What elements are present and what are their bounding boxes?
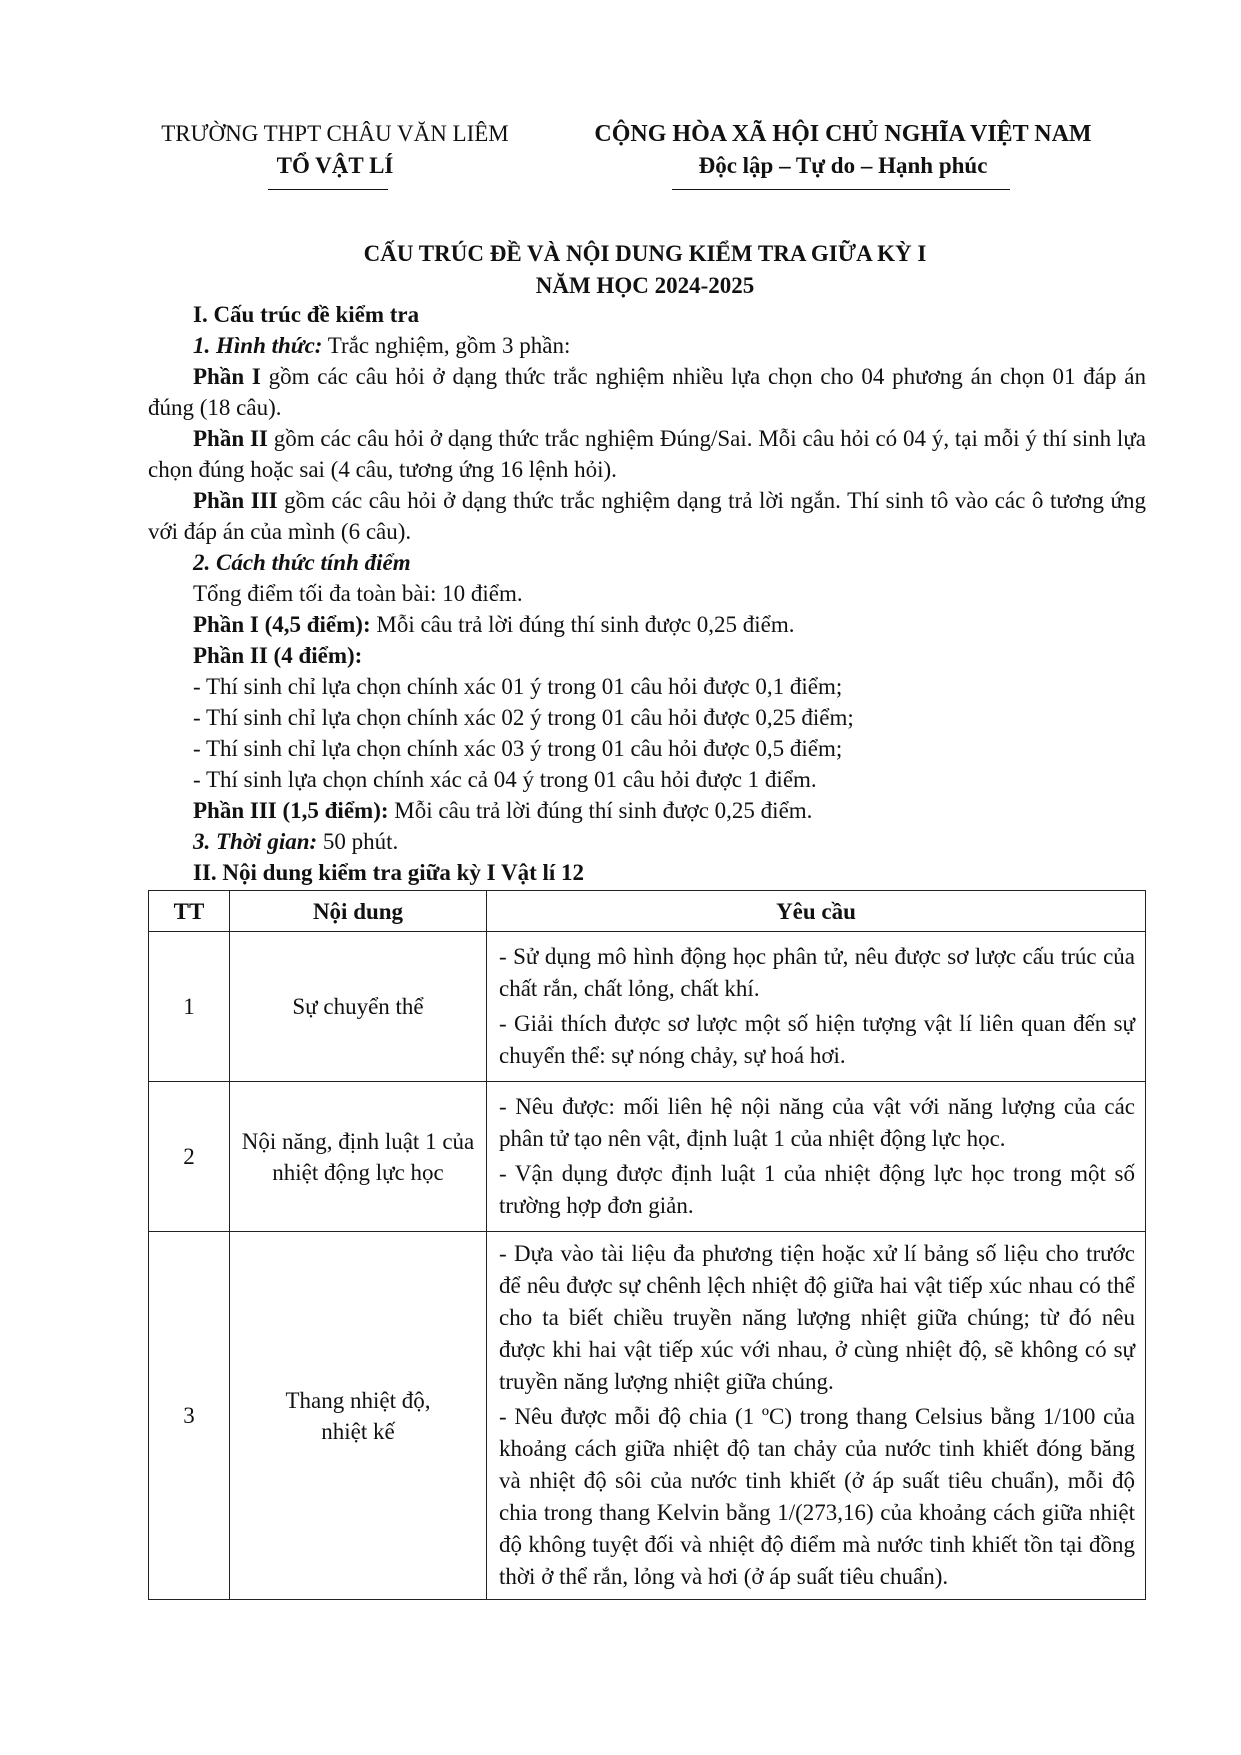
score-part3-label: Phần III (1,5 điểm): xyxy=(193,798,389,823)
table-row xyxy=(149,932,1146,1082)
time-text: 50 phút. xyxy=(317,829,399,854)
part2-paragraph xyxy=(148,423,1146,485)
form-paragraph xyxy=(148,330,1146,361)
nation-name: CỘNG HÒA XÃ HỘI CHỦ NGHĨA VIỆT NAM xyxy=(594,121,1092,147)
part1-text: gồm các câu hỏi ở dạng thức trắc nghiệm nhiều lựa chọn cho 04 phương án chọn 01 đáp án đúng (18 câu). xyxy=(148,364,1146,420)
requirement-item: - Vận dụng được định luật 1 của nhiệt động lực học trong một số trường hợp đơn giản. xyxy=(499,1161,1135,1218)
score-part2-item: - Thí sinh chỉ lựa chọn chính xác 01 ý trong 01 câu hỏi được 0,1 điểm; xyxy=(193,674,843,699)
motto-underline xyxy=(672,189,1010,190)
row-requirements xyxy=(487,932,1146,1082)
school-name: TRƯỜNG THPT CHÂU VĂN LIÊM xyxy=(161,121,509,146)
header-tt: TT xyxy=(149,891,230,932)
score-part2-label: Phần II (4 điểm): xyxy=(193,643,363,668)
score-part3 xyxy=(148,795,1146,826)
part2-text: gồm các câu hỏi ở dạng thức trắc nghiệm Đúng/Sai. Mỗi câu hỏi có 04 ý, tại mỗi ý thí sinh lựa chọn đúng hoặc sai (4 câu, tương ứng 16 lệnh hỏi). xyxy=(148,426,1146,482)
part1-paragraph xyxy=(148,361,1146,423)
part3-paragraph xyxy=(148,485,1146,547)
table-row xyxy=(149,1232,1146,1600)
row-number: 2 xyxy=(149,1082,230,1232)
content-table xyxy=(148,890,1146,1600)
score-part3-text: Mỗi câu trả lời đúng thí sinh được 0,25 điểm. xyxy=(388,798,813,823)
time-paragraph xyxy=(148,826,1146,857)
section-2-heading: II. Nội dung kiểm tra giữa kỳ I Vật lí 12 xyxy=(193,860,585,885)
form-label: 1. Hình thức: xyxy=(193,333,323,358)
part3-text: gồm các câu hỏi ở dạng thức trắc nghiệm dạng trả lời ngắn. Thí sinh tô vào các ô tương ứng với đáp án của mình (6 câu). xyxy=(148,488,1146,544)
header-content: Nội dung xyxy=(230,891,487,932)
requirement-item: - Giải thích được sơ lược một số hiện tượng vật lí liên quan đến sự chuyển thể: sự nóng chảy, sự hoá hơi. xyxy=(499,1011,1135,1068)
score-part1-label: Phần I (4,5 điểm): xyxy=(193,612,371,637)
row-content-text: Nội năng, định luật 1 của nhiệt động lực học xyxy=(241,1128,475,1185)
requirement-item: - Nêu được: mối liên hệ nội năng của vật với năng lượng của các phân tử tạo nên vật, định luật 1 của nhiệt động lực học. xyxy=(499,1094,1135,1151)
requirement-item: - Dựa vào tài liệu đa phương tiện hoặc xử lí bảng số liệu cho trước để nêu được sự chênh lệch nhiệt độ giữa hai vật tiếp xúc nhau có thể cho ta biết chiều truyền năng lượng nhiệt giữa chúng; từ đó nêu được khi hai vật tiếp xúc với nhau, ở cùng nhiệt độ, sẽ không có sự truyền năng lượng nhiệt giữa chúng. xyxy=(499,1241,1135,1394)
row-content xyxy=(230,1232,487,1600)
total-score: Tổng điểm tối đa toàn bài: 10 điểm. xyxy=(193,581,523,606)
table-header-row xyxy=(149,891,1146,932)
requirement-item: - Nêu được mỗi độ chia (1 ºC) trong thang Celsius bằng 1/100 của khoảng cách giữa nhiệt độ tan chảy của nước tinh khiết đóng băng và nhiệt độ sôi của nước tinh khiết (ở áp suất tiêu chuẩn), mỗi độ chia trong thang Kelvin bằng 1/(273,16) của khoảng cách giữa nhiệt độ không tuyệt đối và nhiệt độ điểm mà nước tinh khiết tồn tại đồng thời ở thể rắn, lỏng và hơi (ở áp suất tiêu chuẩn). xyxy=(499,1404,1135,1589)
title-line-2: NĂM HỌC 2024-2025 xyxy=(535,273,755,298)
row-number: 1 xyxy=(149,932,230,1082)
row-content xyxy=(230,1082,487,1232)
document-body xyxy=(148,299,1146,888)
row-requirements xyxy=(487,1232,1146,1600)
score-part2-item: - Thí sinh chỉ lựa chọn chính xác 03 ý trong 01 câu hỏi được 0,5 điểm; xyxy=(193,736,843,761)
part1-label: Phần I xyxy=(193,364,261,389)
part3-label: Phần III xyxy=(193,488,278,513)
nation-header xyxy=(558,118,1128,182)
score-part1-text: Mỗi câu trả lời đúng thí sinh được 0,25 điểm. xyxy=(370,612,795,637)
form-text: Trắc nghiệm, gồm 3 phần: xyxy=(322,333,571,358)
header-requirements: Yêu cầu xyxy=(487,891,1146,932)
school-header xyxy=(135,118,535,182)
title-line-1: CẤU TRÚC ĐỀ VÀ NỘI DUNG KIỂM TRA GIỮA KỲ I xyxy=(363,241,927,266)
scoring-heading: 2. Cách thức tính điểm xyxy=(193,550,411,575)
time-label: 3. Thời gian: xyxy=(193,829,318,854)
row-requirements xyxy=(487,1082,1146,1232)
department-underline xyxy=(268,189,388,190)
score-part2-item: - Thí sinh chỉ lựa chọn chính xác 02 ý trong 01 câu hỏi được 0,25 điểm; xyxy=(193,705,854,730)
row-content: Sự chuyển thể xyxy=(230,932,487,1082)
row-number: 3 xyxy=(149,1232,230,1600)
requirement-item: - Sử dụng mô hình động học phân tử, nêu được sơ lược cấu trúc của chất rắn, chất lỏng, chất khí. xyxy=(499,944,1135,1001)
score-part2-item: - Thí sinh lựa chọn chính xác cả 04 ý trong 01 câu hỏi được 1 điểm. xyxy=(193,767,817,792)
nation-motto: Độc lập – Tự do – Hạnh phúc xyxy=(698,153,988,178)
row-content-text: Thang nhiệt độ, nhiệt kế xyxy=(285,1387,431,1444)
section-1-heading: I. Cấu trúc đề kiểm tra xyxy=(193,302,420,327)
score-part1 xyxy=(148,609,1146,640)
department-name: TỔ VẬT LÍ xyxy=(276,153,394,178)
document-title xyxy=(150,238,1140,302)
part2-label: Phần II xyxy=(193,426,268,451)
table-row xyxy=(149,1082,1146,1232)
